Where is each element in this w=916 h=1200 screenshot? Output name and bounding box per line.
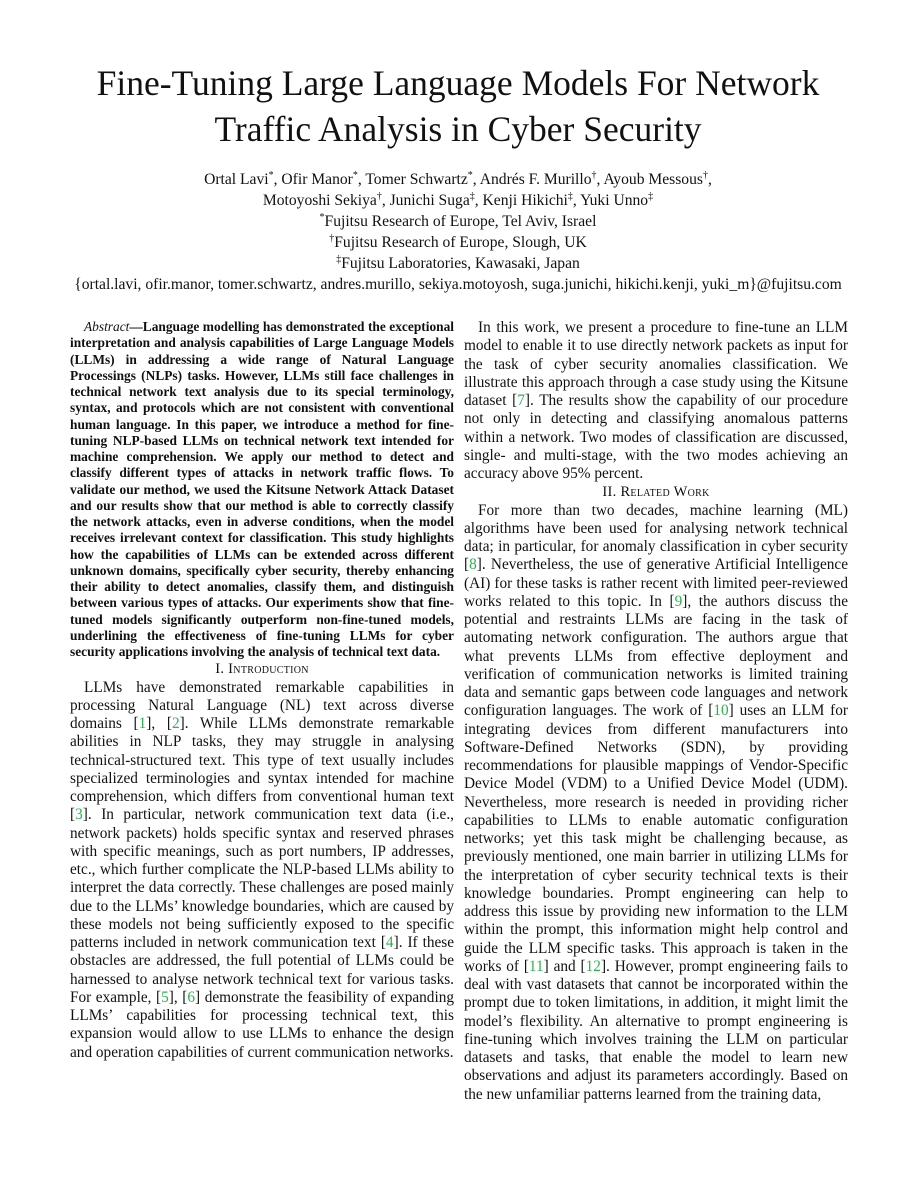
- text-run: uses an LLM for integrating devices from different manufacturers into Software-Defined Networks (SDN), by providing recommendations for plausible mappings of Vendor-Specific Device Model (VDM) to a Unified Device Model (UDM). Nevertheless, more research is needed in providing richer capabilities to LLMs to enable automatic configuration networks; yet this task might be challenging because, as previously mentioned, one main barrier in utilizing LLMs for the interpretation of cyber security technical texts is their knowledge boundaries. Prompt engineering can help to address this issue by providing new information to the LLM within the prompt, this information might help control and guide the LLM specific tasks. This approach is taken in the works of: [464, 702, 848, 975]
- author-line-1: Ortal Lavi*, Ofir Manor*, Tomer Schwartz*, Andrés F. Murillo†, Ayoub Messous†,: [204, 169, 712, 188]
- text-run: , the authors discuss the potential and restraints LLMs are facing in the task of automating network configuration. The authors argue that what prevents LLMs from effective deployment and verification of communication networks is limited training data and semantic gaps between code languages and network configuration languages. The work of: [464, 592, 848, 720]
- text-run: LLMs have demonstrated remarkable capabilities in processing Natural Language (NL) text across diverse domains: [70, 678, 454, 732]
- author-name: Ayoub Messous: [603, 171, 703, 188]
- affiliation-text: Fujitsu Research of Europe, Slough, UK: [334, 234, 587, 251]
- text-run: . Nevertheless, the use of generative Artificial Intelligence (AI) for these tasks is rather recent with limited peer-reviewed works related to this topic. In: [464, 556, 848, 610]
- abstract: [70, 319, 454, 660]
- introduction-paragraph-2: In this work, we present a procedure to fine-tune an LLM model to enable it to use directly network packets as input for the task of cyber security anomalies classification. We illustrate this approach through a case study using the Kitsune dataset [7]. The results show the capability of our procedure not only in detecting and classifying anomalous patterns within a network. Two modes of classification are discussed, single- and multi-stage, with the two modes achieving an accuracy above 95% percent.: [464, 319, 848, 482]
- text-run: . The results show the capability of our procedure not only in detecting and classifying anomalous patterns within a network. Two modes of classification are discussed, single- and multi-stage, with the two modes achieving an accuracy above 95% percent.: [464, 392, 848, 482]
- author-emails: {ortal.lavi, ofir.manor, tomer.schwartz, andres.murillo, sekiya.motoyosh, suga.junichi, hikichi.kenji, yuki_m}@fujitsu.com: [74, 276, 842, 293]
- text-run: For more than two decades, machine learning (ML) algorithms have been used for analysing network technical data; in particular, for anomaly classification in cyber security: [464, 501, 848, 555]
- abstract-lead: Abstract: [84, 319, 130, 334]
- affiliation-text: Fujitsu Research of Europe, Tel Aviv, Israel: [324, 213, 597, 230]
- citation-link[interactable]: 9: [674, 592, 683, 610]
- author-mark: †: [376, 190, 382, 202]
- author-name: Motoyoshi Sekiya: [262, 192, 377, 209]
- introduction-paragraph: LLMs have demonstrated remarkable capabilities in processing Natural Language (NL) text across diverse domains [1], [2]. While LLMs demonstrate remarkable abilities in NLP tasks, they may struggle in analysing technical-structured text. This type of text usually includes specialized terminologies and syntax intended for machine comprehension, which differs from conventional human text [3]. In particular, network communication text data (i.e., network packets) holds specific syntax and reserved phrases with specific meanings, such as port numbers, IP addresses, etc., which further complicate the NLP-based LLMs ability to interpret the data correctly. These challenges are posed mainly due to the LLMs’ knowledge boundaries, which are caused by these models not being sufficiently exposed to the specific patterns included in network communication text [4]. If these obstacles are addressed, the full potential of LLMs could be harnessed to analyse network technical text for various tasks. For example, [5], [6] demonstrate the feasibility of expanding LLMs’ capabilities for processing technical text, this expansion would allow to use LLMs to enhance the design and operation capabilities of current communication networks.: [70, 678, 454, 1061]
- author-mark: ‡: [648, 190, 654, 202]
- affiliation-text: Fujitsu Laboratories, Kawasaki, Japan: [341, 255, 580, 272]
- text-run: ,: [173, 988, 183, 1006]
- text-run: ,: [151, 715, 167, 732]
- text-run: . If these obstacles are addressed, the full potential of LLMs could be harnessed to analyse network technical text for various tasks. For example,: [70, 934, 454, 1006]
- author-name: Tomer Schwartz: [365, 171, 468, 188]
- text-run: . While LLMs demonstrate remarkable abilities in NLP tasks, they may struggle in analysing technical-structured text. This type of text usually includes specialized terminologies and syntax intended for machine comprehension, which differs from conventional human text: [70, 715, 454, 805]
- author-mark: ‡: [469, 190, 475, 202]
- citation-link[interactable]: 3: [75, 806, 83, 824]
- author-block: [40, 169, 876, 295]
- affiliation: [40, 253, 876, 274]
- author-name: Junichi Suga: [389, 192, 470, 209]
- citation-link[interactable]: 2: [171, 715, 180, 732]
- affiliation-mark: †: [329, 232, 335, 244]
- citation-link[interactable]: 5: [161, 988, 169, 1006]
- author-name: Andrés F. Murillo: [479, 171, 592, 188]
- right-column: [464, 319, 848, 1104]
- citation-link[interactable]: 1: [138, 715, 147, 732]
- left-column: [70, 319, 454, 1062]
- author-mark: ‡: [567, 190, 573, 202]
- author-mark: †: [702, 169, 708, 181]
- citation-link[interactable]: 6: [187, 988, 196, 1006]
- title-line-2: Traffic Analysis in Cyber Security: [214, 109, 702, 149]
- author-name: Yuki Unno: [580, 192, 649, 209]
- section-heading-related-work: II. Related Work: [602, 484, 710, 501]
- abstract-text: —Language modelling has demonstrated the exceptional interpretation and analysis capabilities of Large Language Models (LLMs) in addressing a wide range of Natural Language Processings (NLPs) tasks. However, LLMs still face challenges in technical network text analysis due to its special terminology, syntax, and protocols which are not consistent with conventional human language. In this paper, we introduce a method for fine-tuning NLP-based LLMs on technical network text intended for machine comprehension. We apply our method to detect and classify different types of attacks in network traffic flows. To validate our method, we used the Kitsune Network Attack Dataset and our results show that our method is able to correctly classify the network attacks, even in adverse conditions, when the model receives irrelevant context for classification. This study highlights how the capabilities of LLMs can be extended across different unknown domains, specifically cyber security, thereby enhancing their ability to detect anomalies, classify them, and distinguish between various types of attacks. Our experiments show that fine-tuned models significantly outperform non-fine-tuned models, underlining the effectiveness of fine-tuning LLMs for cyber security applications involving the analysis of technical text data.: [70, 319, 454, 659]
- title-line-1: Fine-Tuning Large Language Models For Network: [96, 63, 820, 103]
- citation-link[interactable]: 7: [517, 392, 525, 409]
- affiliation: [40, 232, 876, 253]
- paper-title: [40, 60, 876, 152]
- affiliation-mark: ‡: [336, 253, 342, 265]
- citation-link[interactable]: 8: [469, 556, 477, 574]
- author-mark: *: [352, 169, 358, 181]
- author-line-2: Motoyoshi Sekiya†, Junichi Suga‡, Kenji Hikichi‡, Yuki Unno‡: [262, 190, 654, 209]
- text-run: In this work, we present a procedure to fine-tune an LLM model to enable it to use directly network packets as input for the task of cyber security anomalies classification. We illustrate this approach through a case study using the Kitsune dataset: [464, 319, 848, 409]
- citation-link[interactable]: 11: [528, 957, 544, 975]
- section-heading-introduction: I. Introduction: [215, 661, 309, 678]
- citation-link[interactable]: 12: [585, 957, 601, 975]
- text-run: . However, prompt engineering fails to deal with vast datasets that cannot be incorporated within the prompt due to token limitations, in addition, it might limit the model’s flexibility. An alternative to prompt engineering is fine-tuning which involves training the LLM on particular datasets and tasks, that enable the model to learn new observations and adjust its parameters accordingly. Based on the new unfamiliar patterns learned from the training data,: [464, 957, 848, 1103]
- citation-link[interactable]: 4: [385, 934, 394, 951]
- related-work-paragraph: For more than two decades, machine learning (ML) algorithms have been used for analysing network technical data; in particular, for anomaly classification in cyber security [8]. Nevertheless, the use of generative Artificial Intelligence (AI) for these tasks is rather recent with limited peer-reviewed works related to this topic. In [9], the authors discuss the potential and restraints LLMs are facing in the task of automating network configuration. The authors argue that what prevents LLMs from effective deployment and verification of communication networks is limited training data and semantic gaps between code languages and network configuration languages. The work of [10] uses an LLM for integrating devices from different manufacturers into Software-Defined Networks (SDN), by providing recommendations for plausible mappings of Vendor-Specific Device Model (VDM) to a Unified Device Model (UDM). Nevertheless, more research is needed in providing richer capabilities to LLMs to enable automatic configuration networks; yet this task might be challenging because, as previously mentioned, one main barrier in utilizing LLMs for the interpretation of cyber security technical texts is their knowledge boundaries. Prompt engineering can help to address this issue by providing new information to the LLM within the prompt, this information might help control and guide the LLM specific tasks. This approach is taken in the works of [11] and [12]. However, prompt engineering fails to deal with vast datasets that cannot be incorporated within the prompt due to token limitations, in addition, it might limit the model’s flexibility. An alternative to prompt engineering is fine-tuning which involves training the LLM on particular datasets and tasks, that enable the model to learn new observations and adjust its parameters accordingly. Based on the new unfamiliar patterns learned from the training data,: [464, 501, 848, 1103]
- text-run: demonstrate the feasibility of expanding LLMs’ capabilities for processing technical text, this expansion would allow to use LLMs to enhance the design and operation capabilities of current communication networks.: [70, 988, 454, 1061]
- author-name: Ortal Lavi: [204, 171, 269, 188]
- text-run: . In particular, network communication text data (i.e., network packets) holds specific syntax and reserved phrases with specific meanings, such as port numbers, IP addresses, etc., which further complicate the NLP-based LLMs ability to interpret the data correctly. These challenges are posed mainly due to the LLMs’ knowledge boundaries, which are caused by these models not being sufficiently exposed to the specific patterns included in network communication text: [70, 806, 454, 951]
- text-run: and: [548, 957, 581, 975]
- affiliation: [40, 211, 876, 232]
- author-name: Ofir Manor: [281, 171, 353, 188]
- author-name: Kenji Hikichi: [482, 192, 568, 209]
- author-mark: *: [467, 169, 473, 181]
- author-mark: †: [591, 169, 597, 181]
- affiliation-mark: *: [319, 211, 325, 223]
- citation-link[interactable]: 10: [713, 702, 729, 720]
- author-mark: *: [268, 169, 274, 181]
